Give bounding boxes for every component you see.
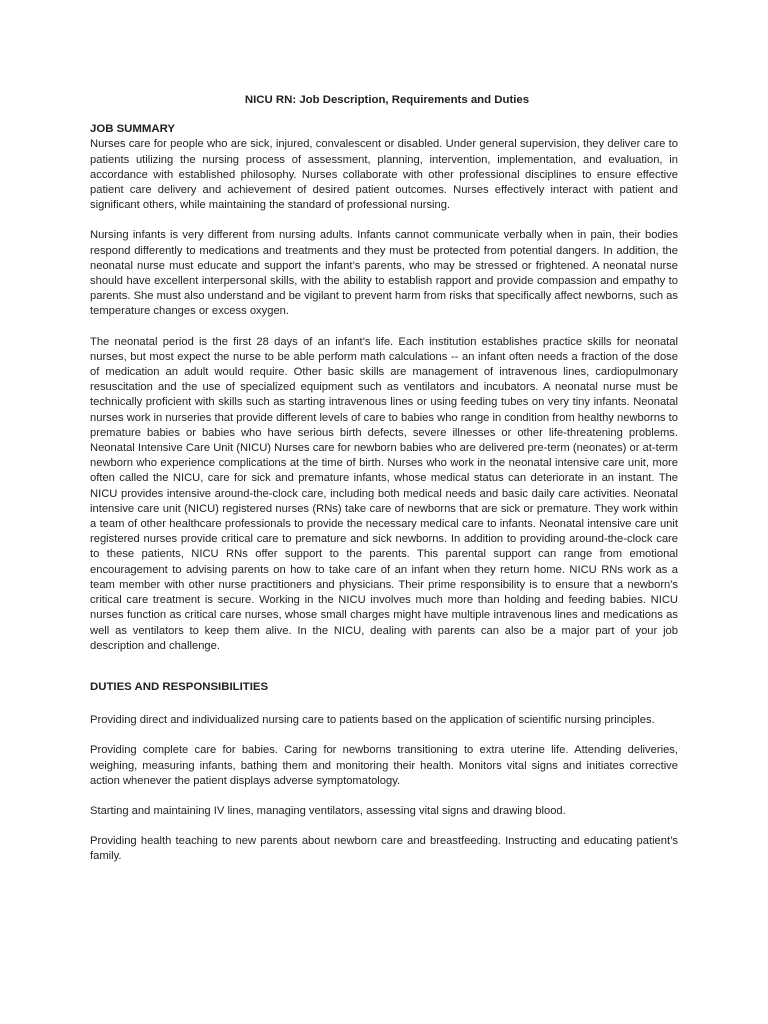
job-summary-paragraph-3: The neonatal period is the first 28 days of an infant’s life. Each institution establishes practice skills for neonatal nurses, but most expect the nurse to be able perform math calculations -- an infant often needs a fraction of the dose of medication an adult would require. Other basic skills are management of intravenous lines, cardiopulmonary resuscitation and the use of specialized equipment such as ventilators and incubators. A neonatal nurse must be technically proficient with skills such as starting intravenous lines or using feeding tubes on very tiny infants. Neonatal nurses work in nurseries that provide different levels of care to babies who range in condition from healthy newborns to premature babies or babies who have serious birth defects, severe illnesses or other life-threatening problems. Neonatal Intensive Care Unit (NICU) Nurses care for newborn babies who are delivered pre-term (neonates) or at-term newborn who experience complications at the time of birth. Nurses who work in the neonatal intensive care unit, more often called the NICU, care for sick and premature infants, whose medical status can deteriorate in an instant. The NICU provides intensive around-the-clock care, including both medical needs and basic daily care activities. Neonatal intensive care unit (NICU) registered nurses (RNs) take care of newborns that are sick or premature. They work within a team of other healthcare professionals to provide the necessary medical care to infants. Neonatal intensive care unit registered nurses provide critical care to premature and sick newborns. In addition to providing around-the-clock care to these patients, NICU RNs offer support to the parents. This parental support can range from emotional encouragement to advising parents on how to take care of an infant when they return home. NICU RNs work as a team member with other nurse practitioners and physicians. Their prime responsibility is to ensure that a newborn's critical care treatment is secure. Working in the NICU involves much more than holding and feeding babies. NICU nurses function as critical care nurses, whose small charges might have multiple intravenous lines and medications as well as ventilators to keep them alive. In the NICU, dealing with parents can also be a major part of your job description and challenge.	[90, 335, 678, 652]
job-summary-heading: JOB SUMMARY	[90, 123, 176, 136]
job-summary-paragraph-2: Nursing infants is very different from nursing adults. Infants cannot communicate verbally when in pain, their bodies respond differently to medications and treatments and they must be protected from potential dangers. In addition, the neonatal nurse must educate and support the infant’s parents, who may be stressed or frightened. A neonatal nurse should have excellent interpersonal skills, with the ability to establish rapport and provide compassion and empathy to parents. She must also understand and be vigilant to prevent harm from risks that specifically affect newborns, such as temperature changes or excess oxygen.	[90, 229, 678, 318]
job-summary-section	[90, 122, 678, 654]
duties-heading: DUTIES AND RESPONSIBILITIES	[90, 680, 269, 693]
document-title: NICU RN: Job Description, Requirements and Duties	[244, 94, 530, 106]
job-summary-paragraph-1: Nurses care for people who are sick, injured, convalescent or disabled. Under general supervision, they deliver care to patients utilizing the nursing process of assessment, planning, intervention, implementation, and evaluation, in accordance with established philosophy. Nurses collaborate with other professional disciplines to ensure effective patient care delivery and achievement of desired patient outcomes. Nurses effectively interact with patient and significant others, while maintaining the standard of professional nursing.	[90, 138, 678, 212]
duties-paragraph-2: Providing complete care for babies. Caring for newborns transitioning to extra uterine life. Attending deliveries, weighing, measuring infants, bathing them and monitoring their health. Monitors vital signs and initiates corrective action whenever the patient displays adverse symptomatology.	[90, 744, 678, 787]
duties-paragraph-1: Providing direct and individualized nursing care to patients based on the application of scientific nursing principles.	[90, 714, 655, 727]
duties-paragraph-4: Providing health teaching to new parents about newborn care and breastfeeding. Instructing and educating patient’s family.	[90, 835, 678, 863]
duties-paragraph-3: Starting and maintaining IV lines, managing ventilators, assessing vital signs and drawing blood.	[90, 804, 566, 817]
duties-section	[90, 680, 678, 865]
document-page	[90, 93, 678, 865]
